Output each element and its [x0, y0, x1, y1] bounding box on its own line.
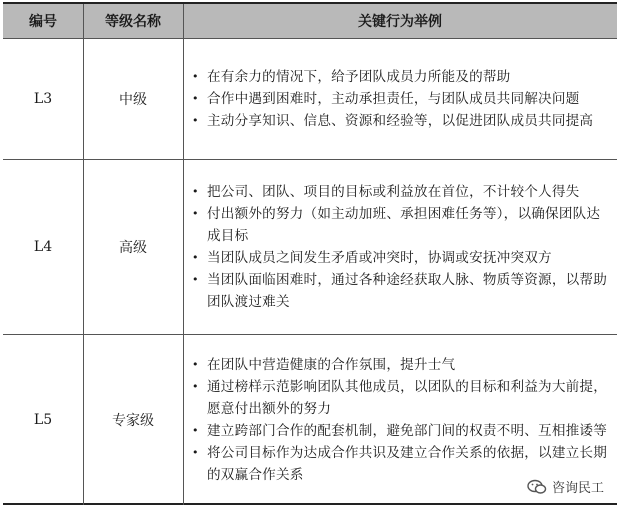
header-level: 等级名称 — [105, 14, 161, 30]
list-item: • 当团队面临困难时，通过各种途经获取人脉、物质等资源，以帮助团队渡过难关 — [192, 272, 608, 310]
level-name: 中级 — [119, 92, 147, 108]
behavior-table — [3, 2, 617, 505]
list-item: • 在有余力的情况下，给予团队成员力所能及的帮助 — [192, 69, 511, 85]
list-item: • 建立跨部门合作的配套机制，避免部门间的权责不明、互相推诿等 — [192, 423, 608, 439]
level-name: 高级 — [119, 240, 147, 256]
list-item: • 把公司、团队、项目的目标或利益放在首位，不计较个人得失 — [192, 184, 580, 200]
level-id: L3 — [33, 91, 53, 107]
header-behavior: 关键行为举例 — [358, 14, 442, 30]
list-item: • 当团队成员之间发生矛盾或冲突时，协调或安抚冲突双方 — [192, 250, 552, 266]
level-id: L4 — [33, 239, 53, 255]
list-item: • 在团队中营造健康的合作氛围，提升士气 — [192, 357, 456, 373]
watermark — [524, 476, 607, 497]
list-item: • 主动分享知识、信息、资源和经验等，以促进团队成员共同提高 — [192, 113, 594, 129]
list-item: • 付出额外的努力（如主动加班、承担困难任务等），以确保团队达成目标 — [192, 206, 601, 244]
list-item: • 合作中遇到困难时，主动承担责任，与团队成员共同解决问题 — [192, 91, 580, 107]
watermark-text: 咨询民工 — [551, 481, 604, 496]
table-row — [3, 160, 617, 334]
behavior-list — [189, 39, 611, 159]
level-id: L5 — [33, 412, 53, 428]
table-header — [3, 4, 617, 38]
list-item: • 将公司目标作为达成合作共识及建立合作关系的依据，以建立长期的双赢合作关系 — [192, 445, 608, 483]
wechat-icon — [527, 479, 547, 495]
list-item: • 通过榜样示范影响团队其他成员，以团队的目标和利益为大前提，愿意付出额外的努力 — [192, 379, 608, 417]
header-id: 编号 — [29, 14, 57, 30]
table-row — [3, 39, 617, 159]
level-name: 专家级 — [112, 413, 154, 429]
behavior-list — [189, 160, 611, 334]
